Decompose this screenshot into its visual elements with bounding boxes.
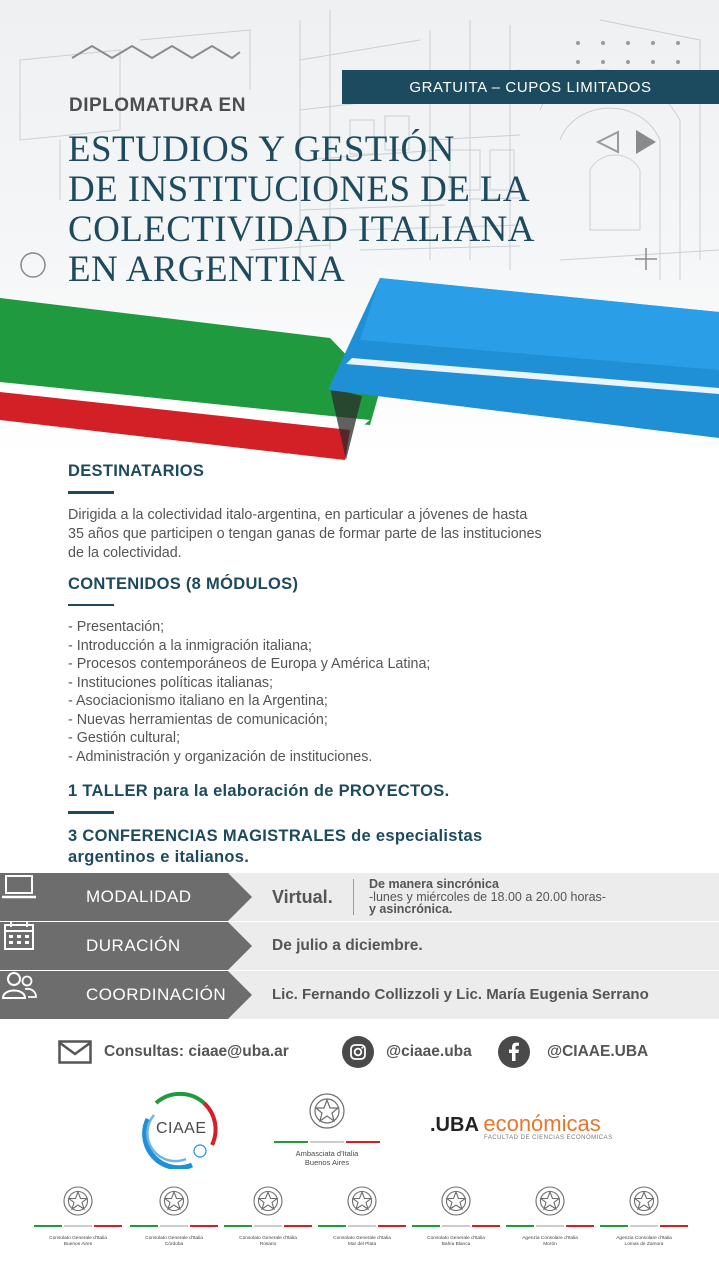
caption-line: Córdoba xyxy=(164,1242,184,1247)
facebook-handle: @CIAAE.UBA xyxy=(547,1043,649,1060)
caption-line: Ambasciata d'Italia xyxy=(295,1149,359,1158)
detail-line: -lunes y miércoles de 18.00 a 20.00 horas- xyxy=(369,889,606,904)
contenidos-list xyxy=(68,618,668,766)
list-item: - Gestión cultural; xyxy=(68,730,181,746)
coordinacion-value: Lic. Fernando Collizzoli y Lic. María Eugenia Serrano xyxy=(272,986,649,1003)
content-section xyxy=(68,462,668,868)
uba-subtitle: FACULTAD DE CIENCIAS ECONÓMICAS xyxy=(484,1135,613,1141)
partner-logos xyxy=(0,1085,719,1280)
caption-line: Consolato Generale d'Italia xyxy=(427,1236,485,1241)
list-item: - Nuevas herramientas de comunicación; xyxy=(68,711,328,728)
facebook-contact[interactable] xyxy=(498,1034,648,1070)
ciaae-logo xyxy=(142,1089,218,1169)
italy-emblem-icon xyxy=(630,1187,658,1215)
consulate-logo xyxy=(128,1185,220,1248)
caption-line: Consolato Generale d'Italia xyxy=(145,1236,203,1241)
italy-emblem-icon xyxy=(348,1187,376,1215)
caption-line: Mar del Plata xyxy=(347,1242,377,1247)
list-item: - Instituciones políticas italianas; xyxy=(68,674,274,691)
plus-decoration xyxy=(635,248,657,270)
caption-line: Agenzia Consolare d'Italia xyxy=(616,1236,672,1241)
instagram-contact[interactable] xyxy=(342,1034,472,1070)
section-rule xyxy=(68,604,114,607)
duracion-value: De julio a diciembre. xyxy=(272,937,423,954)
kicker-title: DIPLOMATURA EN xyxy=(69,95,246,116)
italy-emblem-icon xyxy=(160,1187,188,1215)
dot-grid-decoration xyxy=(576,41,680,64)
duracion-tag xyxy=(0,922,252,970)
consulate-logo xyxy=(598,1185,690,1248)
consulate-logo xyxy=(32,1185,124,1248)
title-line: COLECTIVIDAD ITALIANA xyxy=(68,209,535,250)
ambasciata-caption xyxy=(272,1149,382,1167)
caption-line: Consolato Generale d'Italia xyxy=(49,1236,107,1241)
italy-emblem-icon xyxy=(536,1187,564,1215)
list-item: - Presentación; xyxy=(68,619,165,635)
section-rule xyxy=(68,491,114,494)
free-limited-banner: GRATUITA – CUPOS LIMITADOS xyxy=(342,70,719,104)
text-line: Dirigida a la colectividad italo-argentina, en particular a jóvenes de hasta xyxy=(68,506,528,523)
title-line: EN ARGENTINA xyxy=(68,249,346,290)
contenidos-heading: CONTENIDOS (8 MÓDULOS) xyxy=(68,574,299,593)
destinatarios-text xyxy=(68,506,668,563)
instagram-handle: @ciaae.uba xyxy=(386,1043,472,1060)
modalidad-tag xyxy=(0,873,252,921)
list-item: - Procesos contemporáneos de Europa y América Latina; xyxy=(68,656,431,672)
economicas-text: económicas xyxy=(483,1111,601,1136)
mail-icon xyxy=(58,1040,92,1064)
people-icon xyxy=(0,971,38,999)
ambasciata-logo xyxy=(272,1089,382,1175)
caption-line: Consolato Generale d'Italia xyxy=(333,1236,391,1241)
consulates-row xyxy=(32,1185,692,1275)
caption-line: Buenos Aires xyxy=(304,1158,350,1167)
modalidad-label: MODALIDAD xyxy=(86,887,192,906)
italy-emblem-icon xyxy=(310,1094,344,1128)
laptop-icon xyxy=(0,873,38,901)
italy-flag-ribbons xyxy=(0,270,719,460)
text-line: 3 CONFERENCIAS MAGISTRALES de especialistas xyxy=(68,826,483,845)
text-line: de la colectividad. xyxy=(68,544,182,561)
destinatarios-heading: DESTINATARIOS xyxy=(68,462,205,480)
detail-line: De manera sincrónica xyxy=(369,877,499,891)
italy-emblem-icon xyxy=(254,1187,282,1215)
coordinacion-tag xyxy=(0,971,252,1019)
instagram-icon xyxy=(342,1036,374,1068)
page-title xyxy=(68,130,588,290)
arrow-right-icon xyxy=(636,130,656,154)
list-item: - Introducción a la inmigración italiana; xyxy=(68,637,312,654)
divider xyxy=(353,879,354,915)
italy-emblem-icon xyxy=(64,1187,92,1215)
modalidad-detail xyxy=(369,878,606,916)
modalidad-row xyxy=(0,873,719,921)
ciaae-text: CIAAE xyxy=(156,1120,207,1137)
email-text: Consultas: ciaae@uba.ar xyxy=(104,1043,289,1060)
duracion-label: DURACIÓN xyxy=(86,936,181,955)
duracion-row xyxy=(0,922,719,970)
text-line: 35 años que participen o tengan ganas de formar parte de las instituciones xyxy=(68,525,542,542)
coordinacion-row xyxy=(0,971,719,1019)
coordinacion-label: COORDINACIÓN xyxy=(86,985,227,1004)
consulate-logo xyxy=(316,1185,408,1248)
title-line: DE INSTITUCIONES DE LA xyxy=(68,169,530,210)
calendar-icon xyxy=(0,922,38,950)
email-contact[interactable] xyxy=(58,1034,289,1070)
caption-line: Rosario xyxy=(259,1242,277,1247)
text-line: argentinos e italianos. xyxy=(68,847,250,866)
consulate-logo xyxy=(504,1185,596,1248)
consulate-logo xyxy=(410,1185,502,1248)
caption-line: Bahía Blanca xyxy=(441,1242,471,1247)
hero-header xyxy=(0,0,719,460)
italy-emblem-icon xyxy=(442,1187,470,1215)
modalidad-value: Virtual. xyxy=(272,887,333,907)
list-item: - Asociacionismo italiano en la Argentina; xyxy=(68,693,328,709)
caption-line: Buenos Aires xyxy=(63,1242,93,1247)
caption-line: Morón xyxy=(543,1242,557,1247)
title-line: ESTUDIOS Y GESTIÓN xyxy=(68,129,455,170)
facebook-icon xyxy=(498,1036,530,1068)
consulate-logo xyxy=(222,1185,314,1248)
conferencias-heading xyxy=(68,826,668,868)
caption-line: Consolato Generale d'Italia xyxy=(239,1236,297,1241)
caption-line: Agenzia Consolare d'Italia xyxy=(522,1236,578,1241)
uba-text: .UBA xyxy=(430,1114,479,1136)
caption-line: Lomas de Zamora xyxy=(624,1242,664,1247)
uba-economicas-logo xyxy=(430,1111,613,1151)
detail-line: y asincrónica. xyxy=(369,902,453,916)
list-item: - Administración y organización de instituciones. xyxy=(68,748,373,765)
arrow-left-outline-icon xyxy=(598,132,618,152)
section-rule xyxy=(68,811,114,814)
taller-heading: 1 TALLER para la elaboración de PROYECTOS. xyxy=(68,782,450,800)
